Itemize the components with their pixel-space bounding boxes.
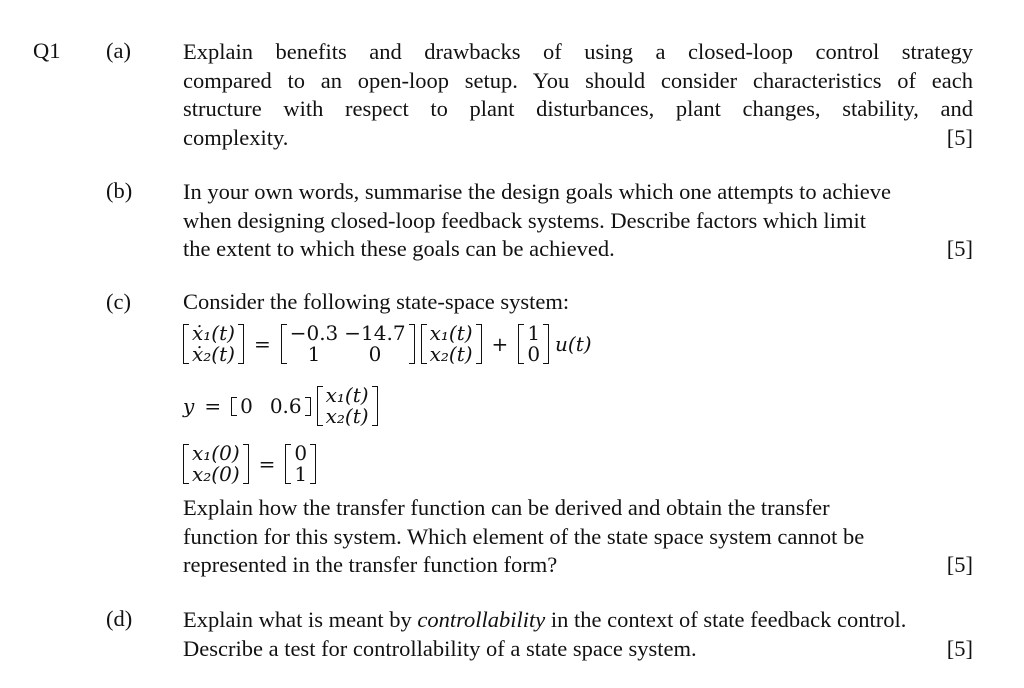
x-1: x₁(t) [325,383,369,407]
equals-sign: = [258,452,276,476]
output-y: y [183,394,195,418]
part-a-line: compared to an open-loop setup. You should consider characteristics of each [183,67,973,93]
b-1: 1 [527,321,541,345]
part-c-marks: [5] [946,552,973,577]
xdot-2: ẋ₂(t) [192,342,235,366]
equals-sign: = [253,332,271,356]
part-c-line: Explain how the transfer function can be derived and obtain the transfer [183,495,830,520]
part-b-line: In your own words, summarise the design goals which one attempts to achieve [183,179,891,204]
a-22: 0 [368,342,382,366]
part-a-line: Explain benefits and drawbacks of using a closed-loop control strategy [183,39,973,64]
initial-condition [183,443,316,485]
part-c-line: represented in the transfer function form? [183,552,558,577]
part-d-label: (d) [106,606,133,631]
x0-value-1: 0 [294,441,308,465]
state-equation [183,323,592,365]
a-12: −14.7 [344,321,406,345]
part-d-line: Describe a test for controllability of a state space system. [183,635,697,661]
a-11: −0.3 [289,321,339,345]
a-21: 1 [307,342,321,366]
c-2: 0.6 [269,393,302,418]
part-d-text-post: in the context of state feedback control. [545,607,907,632]
part-c-text [183,494,973,580]
equals-sign: = [204,394,222,418]
part-b-line: the extent to which these goals can be achieved. [183,236,615,261]
part-b-line: when designing closed-loop feedback systems. Describe factors which limit [183,207,866,233]
x-1: x₁(t) [429,321,473,345]
output-equation [183,385,378,427]
part-d-marks: [5] [946,635,973,661]
part-d-text [183,606,973,663]
x-vector [317,385,378,427]
part-b-text [183,178,973,264]
x-vector [421,323,482,365]
xdot-vector [183,323,244,365]
x0-vector [183,443,249,485]
part-a-marks: [5] [946,124,973,150]
x0-value-2: 1 [294,462,308,486]
a-matrix [281,323,415,365]
b-2: 0 [527,342,541,366]
c-matrix [231,393,311,418]
b-vector [518,323,549,365]
question-number: Q1 [33,38,61,63]
part-c-line: function for this system. Which element of the state space system cannot be [183,523,865,549]
x-2: x₂(t) [429,342,473,366]
part-a-label: (a) [106,38,131,63]
part-c-label: (c) [106,289,131,314]
x0-2: x₂(0) [192,462,240,486]
part-c-intro: Consider the following state-space system: [183,289,570,314]
plus-sign: + [491,332,509,356]
part-b-marks: [5] [946,236,973,261]
controllability-term: controllability [417,607,546,632]
part-a-line: complexity. [183,124,289,150]
input-u: u(t) [555,332,592,356]
x-2: x₂(t) [325,404,369,428]
x0-1: x₁(0) [192,441,240,465]
xdot-1: ẋ₁(t) [192,321,235,345]
part-b-label: (b) [106,178,133,203]
x0-values [285,443,316,485]
part-a-text [183,38,973,152]
part-d-text-pre: Explain what is meant by [183,607,418,632]
c-1: 0 [240,393,253,418]
part-a-line: structure with respect to plant disturbances, plant changes, stability, and [183,96,973,121]
